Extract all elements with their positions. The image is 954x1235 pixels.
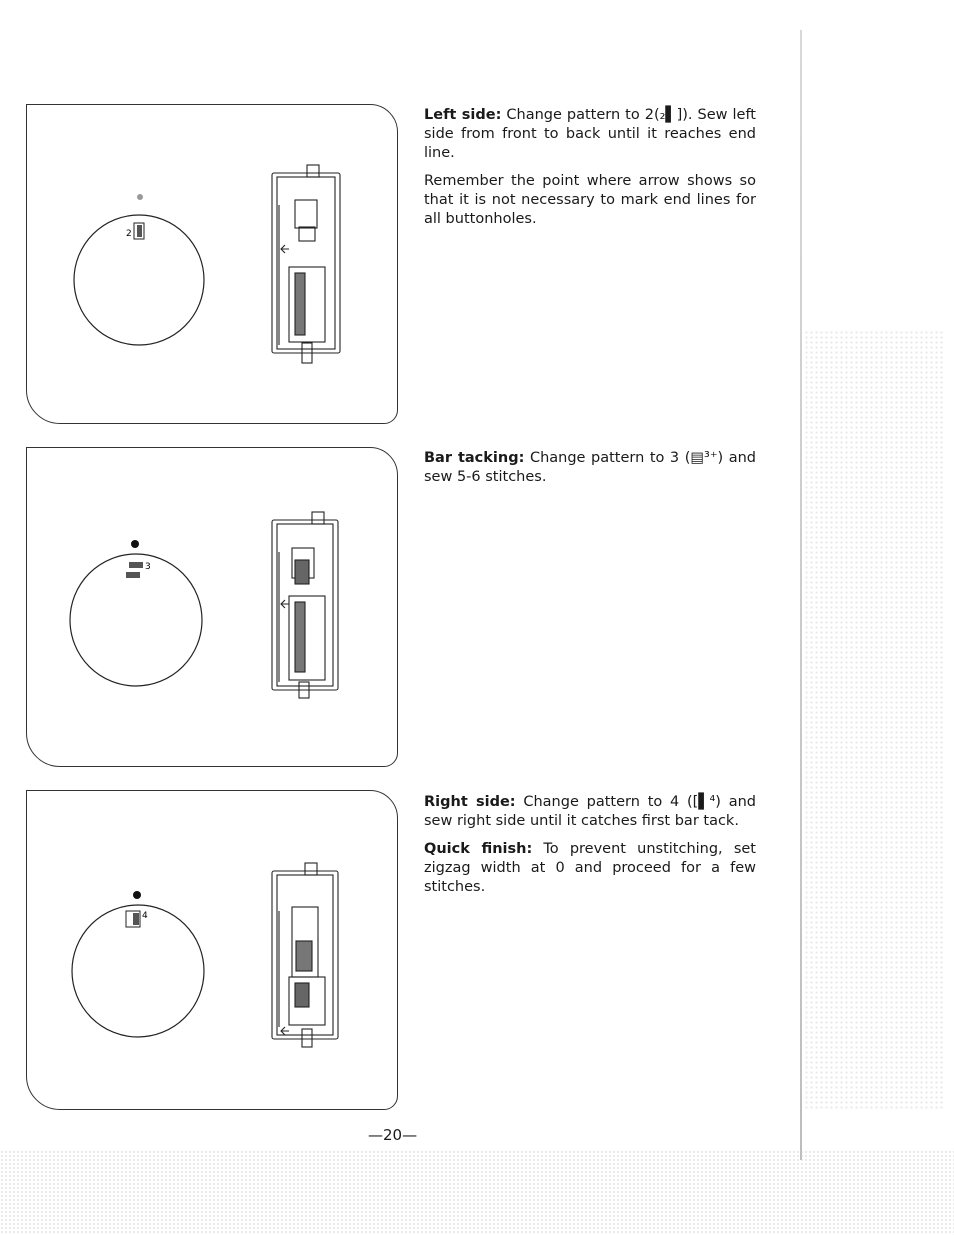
- page-number: —20—: [368, 1126, 418, 1144]
- paragraph-heading: Left side:: [424, 107, 502, 123]
- illustration-bar-tacking: [27, 448, 397, 766]
- paragraph-heading: Bar tacking:: [424, 450, 525, 466]
- illustration-right-side: [27, 791, 397, 1109]
- paragraph-text: Change pattern to 2(₂▌]). Sew left side from front to back until it reaches end line.: [424, 107, 756, 161]
- buttonhole-foot: [272, 512, 338, 698]
- dial-label: 2: [126, 229, 132, 239]
- paragraph-heading: Quick finish:: [424, 841, 533, 857]
- paragraph: [424, 172, 756, 229]
- illustration-panel-bar-tacking: [26, 447, 398, 767]
- dial-label: 4: [142, 911, 148, 921]
- page-edge: [800, 30, 802, 1160]
- illustration-left-side: [27, 105, 397, 423]
- indicator-dot: [133, 891, 141, 899]
- illustration-panel-left-side: [26, 104, 398, 424]
- text-section-left-side: [424, 106, 756, 238]
- paragraph: [424, 106, 756, 163]
- paragraph-text: To prevent unstitching, set zigzag width at 0 and proceed for a few stitches.: [424, 841, 756, 895]
- dial-label: 3: [145, 562, 151, 572]
- text-section-bar-tacking: [424, 449, 756, 496]
- buttonhole-foot: [272, 165, 340, 363]
- scan-margin-texture: [804, 330, 944, 1110]
- paragraph-text: Change pattern to 4 ([▌⁴) and sew right side until it catches first bar tack.: [424, 794, 756, 829]
- paragraph: [424, 793, 756, 831]
- pattern-symbol: [129, 562, 143, 568]
- paragraph: [424, 840, 756, 897]
- paragraph-heading: Right side:: [424, 794, 516, 810]
- text-section-right-side: [424, 793, 756, 906]
- indicator-dot: [131, 540, 139, 548]
- paragraph-text: Change pattern to 3 (▤³⁺) and sew 5-6 stitches.: [424, 450, 756, 485]
- scan-bottom-texture: [0, 1150, 954, 1235]
- paragraph: [424, 449, 756, 487]
- indicator-dot: [137, 194, 143, 200]
- illustration-panel-right-side: [26, 790, 398, 1110]
- buttonhole-foot: [272, 863, 338, 1047]
- paragraph-text: Remember the point where arrow shows so that it is not necessary to mark end lines for all buttonholes.: [424, 173, 756, 227]
